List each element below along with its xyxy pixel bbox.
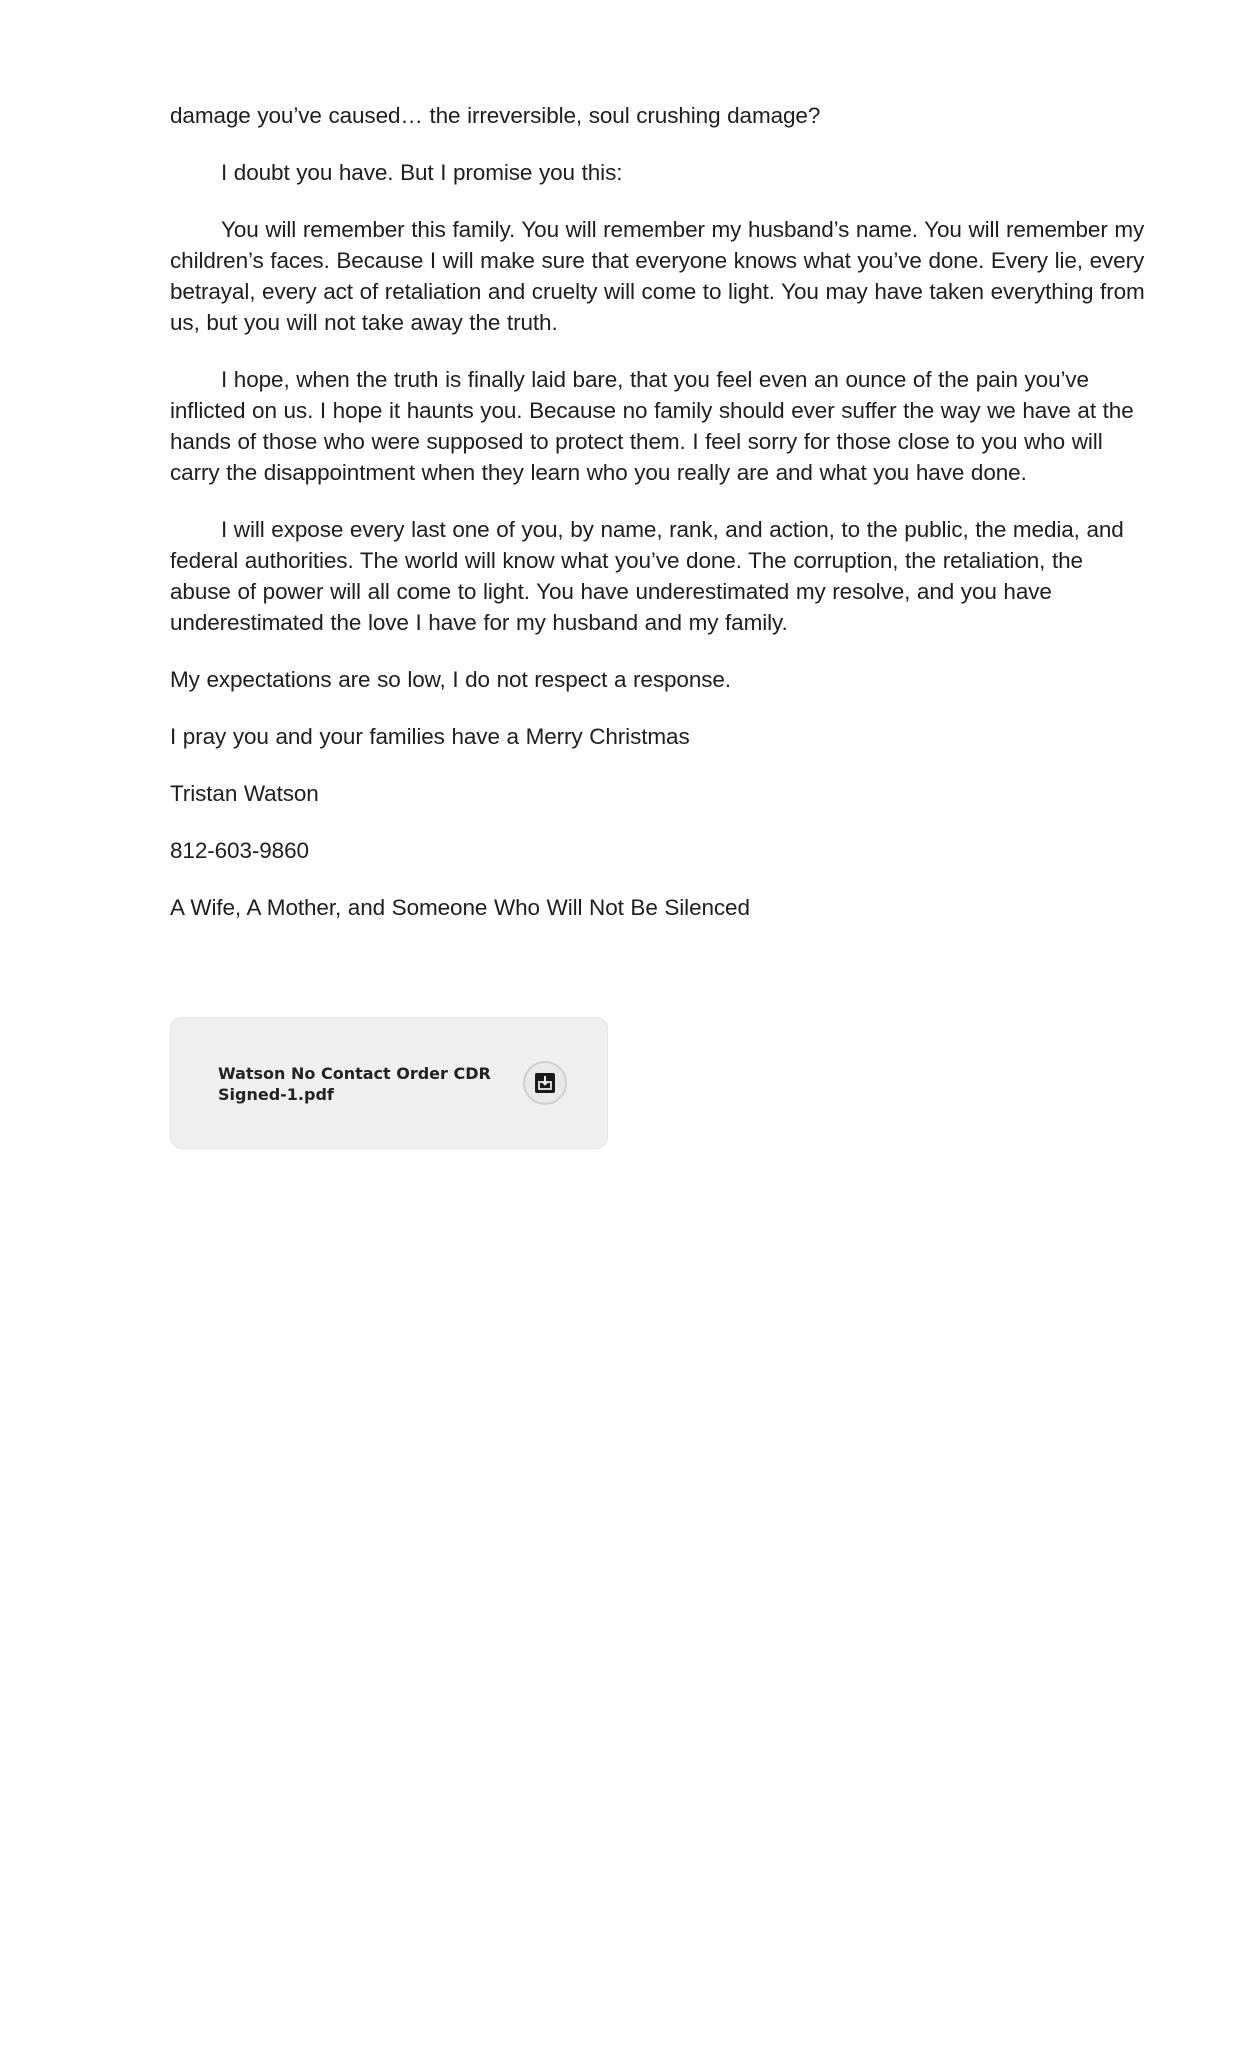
letter-paragraph: I will expose every last one of you, by name, rank, and action, to the public, the media, and federal authorities. The world will know what you’ve done. The corruption, the retaliation, the abuse of power will all come to light. You have underestimated my resolve, and you have underestimated the love I have for my husband and my family. — [170, 517, 1124, 635]
letter-paragraph: You will remember this family. You will remember my husband’s name. You will remember my children’s faces. Because I will make sure that everyone knows what you’ve done. Every lie, every betrayal, every act of retaliation and cruelty will come to light. You may have taken everything from us, but you will not take away the truth. — [170, 217, 1145, 335]
signature-name: Tristan Watson — [170, 781, 319, 806]
signature-tagline: A Wife, A Mother, and Someone Who Will Not Be Silenced — [170, 895, 750, 920]
signature-phone: 812-603-9860 — [170, 838, 309, 863]
attachment-file-name-line: Watson No Contact Order CDR — [218, 1064, 491, 1083]
attachment-file-name-line: Signed-1.pdf — [218, 1085, 334, 1104]
letter-closing-line: I pray you and your families have a Merry Christmas — [170, 724, 690, 749]
download-button[interactable] — [523, 1061, 567, 1105]
letter-paragraph: I doubt you have. But I promise you this: — [221, 160, 623, 185]
letter-body — [170, 100, 1145, 949]
download-icon — [534, 1072, 556, 1094]
letter-paragraph: damage you’ve caused… the irreversible, soul crushing damage? — [170, 103, 821, 128]
letter-paragraph: I hope, when the truth is finally laid bare, that you feel even an ounce of the pain you’ve inflicted on us. I hope it haunts you. Because no family should ever suffer the way we have at the hands of those who were supposed to protect them. I feel sorry for those close to you who will carry the disappointment when they learn who you really are and what you have done. — [170, 367, 1134, 485]
letter-closing-line: My expectations are so low, I do not respect a response. — [170, 667, 731, 692]
attachment-card[interactable] — [170, 1017, 608, 1149]
attachment-file-name — [218, 1063, 498, 1105]
